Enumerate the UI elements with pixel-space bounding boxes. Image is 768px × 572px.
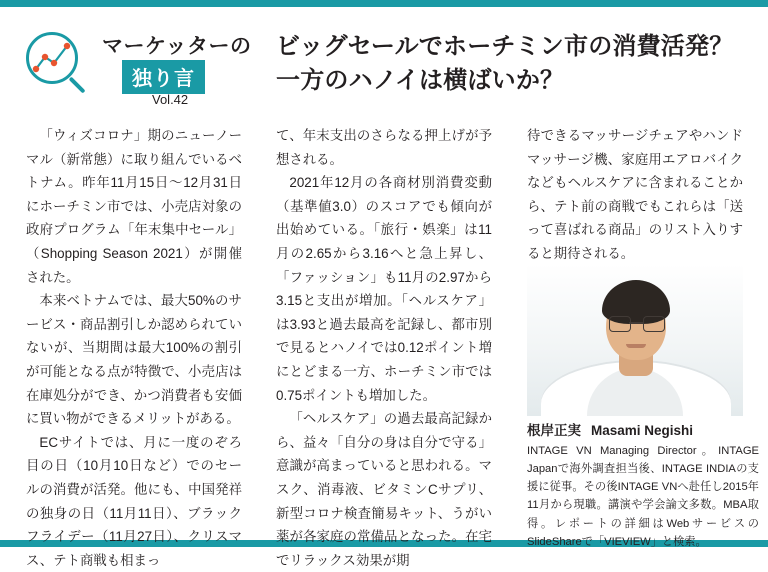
body-column-2 (276, 124, 492, 572)
author-bio (527, 419, 759, 551)
masthead-title: マーケッターの (102, 35, 252, 58)
author-name-row (527, 419, 759, 439)
paragraph: 待できるマッサージチェアやハンドマッサージ機、家庭用エアロバイクなどもヘルスケアに含まれることから、テト前の商戦でもこれらは「送って喜ばれる商品」のリスト入りすると期待される。 (527, 128, 743, 261)
paragraph: ECサイトでは、月に一度のぞろ目の日（10月10日など）でのセールの消費が活発。他にも、中国発祥の独身の日（11月11日）、ブラックフライデー（11月27日）、クリスマス、テト商戦も相まっ (26, 434, 242, 568)
author-name-en: Masami Negishi (591, 423, 694, 438)
author-bio-text: INTAGE VN Managing Director。INTAGE Japanで海外調査担当後、INTAGE INDIAの支援に従事。その後INTAGE VNへ赴任し2015年11月から現職。講演や学会論文多数。MBA取得。レポートの詳細はWebサービスのSlideShareで「VIEVIEW」と検索。 (527, 445, 759, 548)
headline-line-1: ビッグセールでホーチミン市の消費活発？ (276, 33, 734, 60)
masthead (26, 24, 252, 110)
body-column-3 (527, 124, 743, 266)
photo-mouth (626, 344, 646, 348)
author-photo (527, 264, 743, 416)
author-name-jp: 根岸正実 (527, 423, 581, 438)
page-title (276, 30, 756, 98)
paragraph: 2021年12月の各商材別消費変動（基準値3.0）のスコアでも傾向が出始めている。「旅行・娯楽」は11月の2.65から3.16へと急上昇し、「ファッション」も11月の2.97から3.15と支出が増加。「ヘルスケア」は3.93と過去最高を記録し、都市別で見るとハノイでは0.12ポイント増にとどまる一方、ホーチミン市では0.75ポイントも増加した。 (276, 175, 492, 403)
paragraph: 「ヘルスケア」の過去最高記録から、益々「自分の身は自分で守る」意識が高まっていると思われる。マスク、消毒液、ビタミンCサプリ、新型コロナ検査簡易キット、うがい薬が各家庭の常備品となった。在宅でリラックス効果が期 (276, 411, 492, 568)
masthead-volume: Vol.42 (152, 92, 189, 107)
glasses-left-lens-icon (609, 316, 631, 332)
headline-line-2: 一方のハノイは横ばいか？ (276, 67, 565, 95)
glasses-bridge-icon (629, 322, 643, 324)
magnifier-chart-icon (26, 32, 92, 98)
paragraph: 本来ベトナムでは、最大50%のサービス・商品割引しか認められていないが、当期間は最大100%の割引が可能となる点が特徴で、小売店は在庫処分ができ、かつ消費者も安価に買い物ができるメリットがある。 (26, 293, 242, 427)
top-rule (0, 0, 768, 7)
magnifier-handle (69, 77, 86, 94)
glasses-right-lens-icon (643, 316, 665, 332)
masthead-subtitle: 独り言 (122, 60, 205, 94)
paragraph: 「ウィズコロナ」期のニューノーマル（新常態）に取り組んでいるベトナム。昨年11月15日〜12月31日にホーチミン市では、小売店対象の政府プログラム「年末集中セール」（Shopping Season 2021）が開催された。 (26, 128, 242, 285)
chart-line-icon (29, 35, 75, 81)
body-column-1 (26, 124, 242, 572)
paragraph: て、年末支出のさらなる押上げが予想される。 (276, 128, 492, 167)
